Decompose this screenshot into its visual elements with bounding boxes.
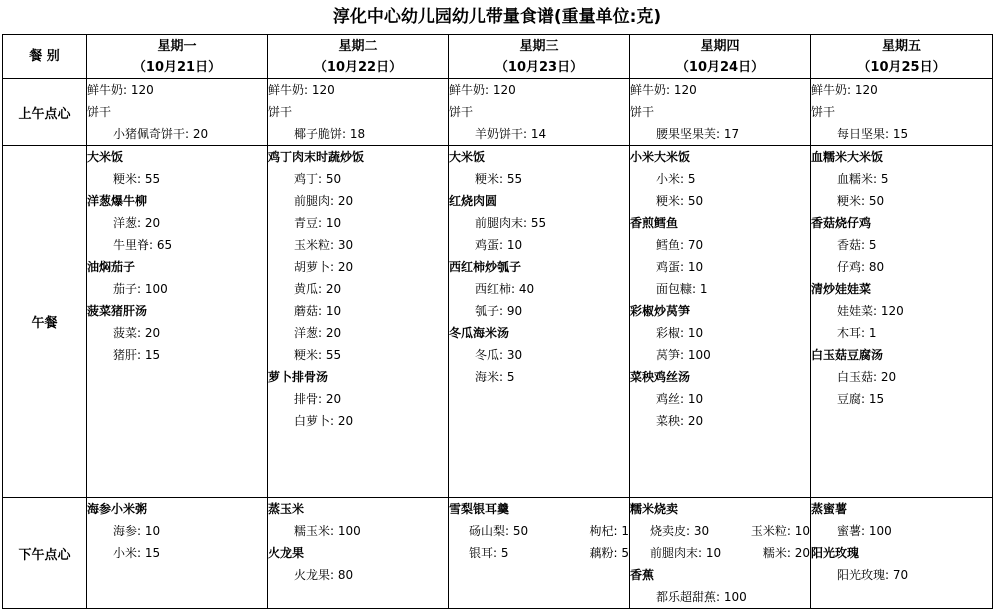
menu-cell bbox=[87, 79, 268, 146]
ingredient-amount: 饼干 bbox=[268, 105, 293, 119]
day-header-wed bbox=[449, 35, 630, 79]
ingredient-amount: 鲜牛奶: 120 bbox=[630, 83, 697, 97]
ingredient-pair bbox=[630, 542, 810, 564]
ingredient-amount: 洋葱: 20 bbox=[294, 326, 342, 340]
ingredient-amount: 腰果坚果芙: 17 bbox=[656, 127, 740, 141]
ingredient-amount: 烧卖皮: 30 bbox=[650, 524, 710, 538]
day-date: （10月21日） bbox=[132, 59, 222, 75]
ingredient-amount: 菠菜: 20 bbox=[113, 326, 161, 340]
menu-cell bbox=[630, 146, 811, 498]
menu-cell bbox=[811, 146, 993, 498]
ingredient-amount: 都乐超甜蕉: 100 bbox=[656, 590, 747, 604]
day-date: （10月22日） bbox=[313, 59, 403, 75]
dish-name: 蒸玉米 bbox=[268, 502, 305, 516]
ingredient-amount: 西红柿: 40 bbox=[475, 282, 535, 296]
dish-name: 萝卜排骨汤 bbox=[268, 370, 329, 384]
meal-label-afternoon: 下午点心 bbox=[3, 498, 87, 609]
menu-cell bbox=[449, 146, 630, 498]
ingredient-amount: 前腿肉: 20 bbox=[294, 194, 354, 208]
dish-name: 血糯米大米饭 bbox=[811, 150, 884, 164]
ingredient-amount: 小米: 15 bbox=[113, 546, 161, 560]
menu-cell bbox=[268, 146, 449, 498]
day-name: 星期二 bbox=[338, 38, 378, 54]
ingredient-pair bbox=[630, 520, 810, 542]
header-row bbox=[3, 35, 993, 79]
dish-name: 小米大米饭 bbox=[630, 150, 691, 164]
ingredient-amount: 糯米: 20 bbox=[762, 546, 810, 560]
dish-name: 香蕉 bbox=[630, 568, 655, 582]
ingredient-amount: 粳米: 55 bbox=[113, 172, 161, 186]
ingredient-amount: 羊奶饼干: 14 bbox=[475, 127, 547, 141]
ingredient-amount: 排骨: 20 bbox=[294, 392, 342, 406]
ingredient-amount: 猪肝: 15 bbox=[113, 348, 161, 362]
ingredient-amount: 鲜牛奶: 120 bbox=[811, 83, 878, 97]
dish-name: 蒸蜜薯 bbox=[811, 502, 848, 516]
ingredient-amount: 枸杞: 1 bbox=[589, 524, 629, 538]
meal-column-header: 餐 别 bbox=[3, 35, 87, 79]
ingredient-amount: 粳米: 55 bbox=[475, 172, 523, 186]
menu-cell bbox=[449, 498, 630, 609]
ingredient-amount: 椰子脆饼: 18 bbox=[294, 127, 366, 141]
ingredient-amount: 娃娃菜: 120 bbox=[837, 304, 904, 318]
ingredient-amount: 彩椒: 10 bbox=[656, 326, 704, 340]
ingredient-amount: 饼干 bbox=[811, 105, 836, 119]
dish-name: 白玉菇豆腐汤 bbox=[811, 348, 884, 362]
meal-label-lunch: 午餐 bbox=[3, 146, 87, 498]
day-name: 星期一 bbox=[157, 38, 197, 54]
dish-name: 鸡丁肉末时蔬炒饭 bbox=[268, 150, 365, 164]
dish-name: 大米饭 bbox=[87, 150, 124, 164]
ingredient-amount: 白萝卜: 20 bbox=[294, 414, 354, 428]
ingredient-pair bbox=[449, 520, 629, 542]
day-header-tue bbox=[268, 35, 449, 79]
day-header-fri bbox=[811, 35, 993, 79]
ingredient-amount: 阳光玫瑰: 70 bbox=[837, 568, 909, 582]
ingredient-amount: 海米: 5 bbox=[475, 370, 515, 384]
ingredient-pair bbox=[449, 542, 629, 564]
ingredient-amount: 胡萝卜: 20 bbox=[294, 260, 354, 274]
ingredient-amount: 海参: 10 bbox=[113, 524, 161, 538]
menu-cell bbox=[268, 498, 449, 609]
ingredient-amount: 糯玉米: 100 bbox=[294, 524, 361, 538]
ingredient-amount: 洋葱: 20 bbox=[113, 216, 161, 230]
menu-cell bbox=[87, 498, 268, 609]
dish-name: 冬瓜海米汤 bbox=[449, 326, 510, 340]
menu-cell bbox=[87, 146, 268, 498]
ingredient-amount: 鳕鱼: 70 bbox=[656, 238, 704, 252]
ingredient-amount: 鲜牛奶: 120 bbox=[449, 83, 516, 97]
dish-name: 菠菜猪肝汤 bbox=[87, 304, 148, 318]
dish-name: 阳光玫瑰 bbox=[811, 546, 860, 560]
dish-name: 菜秧鸡丝汤 bbox=[630, 370, 691, 384]
menu-table bbox=[2, 34, 993, 609]
dish-name: 香菇烧仔鸡 bbox=[811, 216, 872, 230]
ingredient-amount: 鸡丝: 10 bbox=[656, 392, 704, 406]
meal-row-afternoon bbox=[3, 498, 993, 609]
ingredient-amount: 粳米: 50 bbox=[656, 194, 704, 208]
ingredient-amount: 鸡蛋: 10 bbox=[656, 260, 704, 274]
ingredient-amount: 饼干 bbox=[449, 105, 474, 119]
dish-name: 香煎鳕鱼 bbox=[630, 216, 679, 230]
meal-row-morning bbox=[3, 79, 993, 146]
meal-label-morning: 上午点心 bbox=[3, 79, 87, 146]
ingredient-amount: 每日坚果: 15 bbox=[837, 127, 909, 141]
menu-cell bbox=[630, 498, 811, 609]
menu-cell bbox=[268, 79, 449, 146]
menu-cell bbox=[449, 79, 630, 146]
ingredient-amount: 银耳: 5 bbox=[469, 546, 509, 560]
ingredient-amount: 前腿肉末: 55 bbox=[475, 216, 547, 230]
ingredient-amount: 鸡丁: 50 bbox=[294, 172, 342, 186]
ingredient-amount: 玉米粒: 30 bbox=[294, 238, 354, 252]
ingredient-amount: 木耳: 1 bbox=[837, 326, 877, 340]
day-date: （10月25日） bbox=[857, 59, 946, 75]
ingredient-amount: 鲜牛奶: 120 bbox=[268, 83, 335, 97]
ingredient-amount: 瓠子: 90 bbox=[475, 304, 523, 318]
dish-name: 大米饭 bbox=[449, 150, 486, 164]
day-date: （10月23日） bbox=[494, 59, 584, 75]
ingredient-amount: 饼干 bbox=[630, 105, 655, 119]
day-header-mon bbox=[87, 35, 268, 79]
day-name: 星期五 bbox=[881, 38, 921, 54]
ingredient-amount: 小猪佩奇饼干: 20 bbox=[113, 127, 209, 141]
ingredient-amount: 蜜薯: 100 bbox=[837, 524, 892, 538]
day-name: 星期四 bbox=[700, 38, 740, 54]
ingredient-amount: 血糯米: 5 bbox=[837, 172, 889, 186]
day-name: 星期三 bbox=[519, 38, 559, 54]
dish-name: 彩椒炒莴笋 bbox=[630, 304, 691, 318]
ingredient-amount: 藕粉: 5 bbox=[589, 546, 629, 560]
dish-name: 火龙果 bbox=[268, 546, 305, 560]
day-header-thu bbox=[630, 35, 811, 79]
ingredient-amount: 砀山梨: 50 bbox=[469, 524, 529, 538]
dish-name: 海参小米粥 bbox=[87, 502, 148, 516]
menu-cell bbox=[630, 79, 811, 146]
dish-name: 油焖茄子 bbox=[87, 260, 136, 274]
ingredient-amount: 黄瓜: 20 bbox=[294, 282, 342, 296]
ingredient-amount: 面包糠: 1 bbox=[656, 282, 708, 296]
ingredient-amount: 牛里脊: 65 bbox=[113, 238, 173, 252]
ingredient-amount: 玉米粒: 10 bbox=[750, 524, 810, 538]
ingredient-amount: 鲜牛奶: 120 bbox=[87, 83, 154, 97]
menu-cell bbox=[811, 79, 993, 146]
dish-name: 糯米烧卖 bbox=[630, 502, 679, 516]
day-date: （10月24日） bbox=[675, 59, 765, 75]
dish-name: 清炒娃娃菜 bbox=[811, 282, 872, 296]
dish-name: 雪梨银耳羹 bbox=[449, 502, 510, 516]
page-title: 淳化中心幼儿园幼儿带量食谱(重量单位:克) bbox=[332, 7, 662, 27]
ingredient-amount: 冬瓜: 30 bbox=[475, 348, 523, 362]
ingredient-amount: 粳米: 55 bbox=[294, 348, 342, 362]
ingredient-amount: 青豆: 10 bbox=[294, 216, 342, 230]
ingredient-amount: 菜秧: 20 bbox=[656, 414, 704, 428]
ingredient-amount: 蘑菇: 10 bbox=[294, 304, 342, 318]
ingredient-amount: 鸡蛋: 10 bbox=[475, 238, 523, 252]
ingredient-amount: 饼干 bbox=[87, 105, 112, 119]
ingredient-amount: 白玉菇: 20 bbox=[837, 370, 897, 384]
ingredient-amount: 前腿肉末: 10 bbox=[650, 546, 722, 560]
meal-row-lunch bbox=[3, 146, 993, 498]
ingredient-amount: 小米: 5 bbox=[656, 172, 696, 186]
dish-name: 红烧肉圆 bbox=[449, 194, 498, 208]
dish-name: 洋葱爆牛柳 bbox=[87, 194, 148, 208]
ingredient-amount: 粳米: 50 bbox=[837, 194, 885, 208]
ingredient-amount: 火龙果: 80 bbox=[294, 568, 354, 582]
ingredient-amount: 香菇: 5 bbox=[837, 238, 877, 252]
menu-cell bbox=[811, 498, 993, 609]
ingredient-amount: 仔鸡: 80 bbox=[837, 260, 885, 274]
ingredient-amount: 豆腐: 15 bbox=[837, 392, 885, 406]
dish-name: 西红柿炒瓠子 bbox=[449, 260, 522, 274]
ingredient-amount: 茄子: 100 bbox=[113, 282, 168, 296]
ingredient-amount: 莴笋: 100 bbox=[656, 348, 711, 362]
